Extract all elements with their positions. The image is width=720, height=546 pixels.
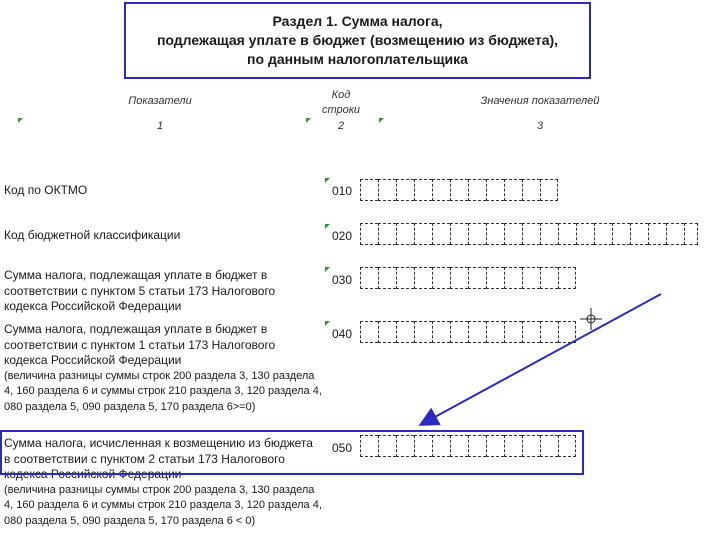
column-number-1: 1 [156,120,164,132]
row-050-note-line-2: 4, 160 раздела 6 и суммы строк 210 раздела 3, 120 раздела 4, [4,499,322,511]
row-040-note-line-2: 4, 160 раздела 6 и суммы строк 210 раздела 3, 120 раздела 4, [4,385,322,397]
row-040-note-line-1: (величина разницы суммы строк 200 раздела 3, 130 раздела [4,369,315,382]
row-040-label-line-1: Сумма налога, подлежащая уплате в бюджет в [4,322,268,336]
row-010-code: 010 [332,184,353,198]
row-010-label: Код по ОКТМО [4,183,88,197]
row-040-note-line-3: 080 раздела 5, 090 раздела 5, 170 раздела 6>=0) [4,400,256,413]
row-050-label-line-2: в соответствии с пунктом 2 статьи 173 Налогового [4,451,285,466]
crosshair-cursor-icon [580,308,602,330]
column-header-values: Значения показателей [480,95,600,107]
row-050-note-line-1: (величина разницы суммы строк 200 раздела 3, 130 раздела [4,483,315,496]
row-040-label-line-2: соответствии с пунктом 1 статьи 173 Налогового [4,337,276,352]
row-040-label-line-3: кодекса Российской Федерации [4,353,182,367]
row-040-code: 040 [332,327,353,341]
row-030-label-line-2: соответствии с пунктом 5 статьи 173 Налогового [4,283,276,298]
row-020-code: 020 [332,229,353,243]
row-020-label: Код бюджетной классификации [4,228,181,242]
section-title-line-1: Раздел 1. Сумма налога, [272,13,443,29]
section-title-line-3: по данным налогоплательщика [247,51,468,67]
section-title-line-2: подлежащая уплате в бюджет (возмещению из бюджета), [156,32,559,48]
row-030-label-line-3: кодекса Российской Федерации [4,299,182,313]
row-050-label-line-3: кодекса Российской Федерации [4,467,182,481]
row-050-label-line-1: Сумма налога, исчисленная к возмещению из бюджета [4,436,313,450]
row-030-label-line-1: Сумма налога, подлежащая уплате в бюджет в [4,268,268,282]
annotation-arrow [422,294,661,424]
column-number-3: 3 [536,120,544,132]
column-header-code-line-1: Код [331,89,351,101]
column-number-2: 2 [337,120,345,132]
row-030-code: 030 [332,273,353,287]
row-050-note-line-3: 080 раздела 5, 090 раздела 5, 170 раздела 6 < 0) [4,514,256,527]
column-header-indicators: Показатели [128,95,192,107]
row-050-code: 050 [332,441,353,455]
column-header-code-line-2: строки [321,104,361,116]
